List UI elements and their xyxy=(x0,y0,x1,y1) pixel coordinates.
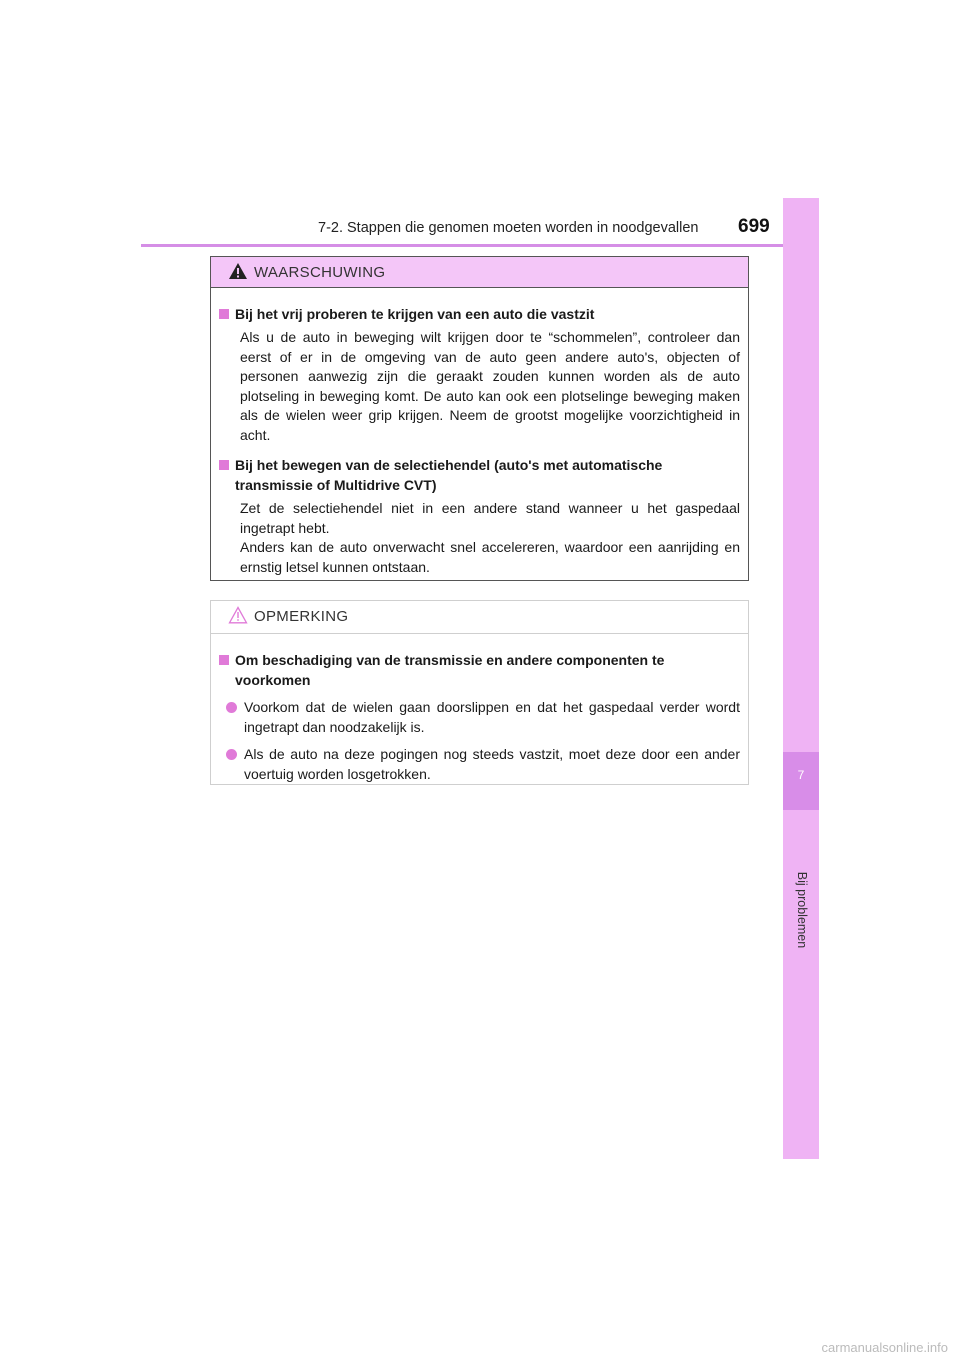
notice-box-title: OPMERKING xyxy=(254,608,349,625)
warning-paragraph: Zet de selectiehendel niet in een andere stand wanneer u het gaspedaal ingetrapt hebt. xyxy=(240,500,740,536)
round-bullet-icon xyxy=(226,702,237,713)
warning-triangle-icon xyxy=(228,262,248,280)
list-item: Voorkom dat de wielen gaan doorslippen en dat het gaspedaal verder wordt ingetrapt dan noodzakelijk is. xyxy=(226,698,740,737)
warning-box-title: WAARSCHUWING xyxy=(254,264,386,281)
notice-box xyxy=(210,600,749,785)
warning-box xyxy=(210,256,749,581)
warning-paragraph: Als u de auto in beweging wilt krijgen door te “schommelen”, controleer dan eerst of er in de omgeving van de auto geen andere auto's, objecten of personen aanwezig zijn die geraakt zouden kunnen worden als de auto plotseling in beweging komt. De auto kan ook een plotselinge beweging maken als de wielen weer grip krijgen. Neem de grootst mogelijke voorzichtigheid in acht. xyxy=(240,329,740,443)
warning-paragraph: Anders kan de auto onverwacht snel accelereren, waardoor een aanrijding en ernstig letsel kunnen ontstaan. xyxy=(240,539,740,575)
page-number: 699 xyxy=(738,216,770,237)
warning-box-content xyxy=(211,288,748,577)
chapter-number: 7 xyxy=(797,768,805,782)
list-item: Als de auto na deze pogingen nog steeds vastzit, moet deze door een ander voertuig worden losgetrokken. xyxy=(226,745,740,784)
chapter-label: Bij problemen xyxy=(795,871,809,949)
caution-outline-icon xyxy=(228,606,248,624)
warning-box-header xyxy=(211,257,748,288)
notice-box-content xyxy=(211,634,748,784)
watermark: carmanualsonline.info xyxy=(821,1340,948,1355)
square-bullet-icon xyxy=(219,460,229,470)
header-rule xyxy=(141,244,819,247)
warning-heading-stuck-vehicle: Bij het vrij proberen te krijgen van een auto die vastzit xyxy=(219,304,740,324)
warning-heading-selector-lever: Bij het bewegen van de selectiehendel (auto's met automatische transmissie of Multidrive CVT) xyxy=(219,455,740,495)
round-bullet-icon xyxy=(226,749,237,760)
square-bullet-icon xyxy=(219,309,229,319)
section-title: 7-2. Stappen die genomen moeten worden in noodgevallen xyxy=(318,220,699,236)
notice-heading: Om beschadiging van de transmissie en andere componenten te voorkomen xyxy=(219,650,740,690)
side-tab-bar xyxy=(783,198,819,1159)
notice-box-header xyxy=(211,601,748,634)
square-bullet-icon xyxy=(219,655,229,665)
